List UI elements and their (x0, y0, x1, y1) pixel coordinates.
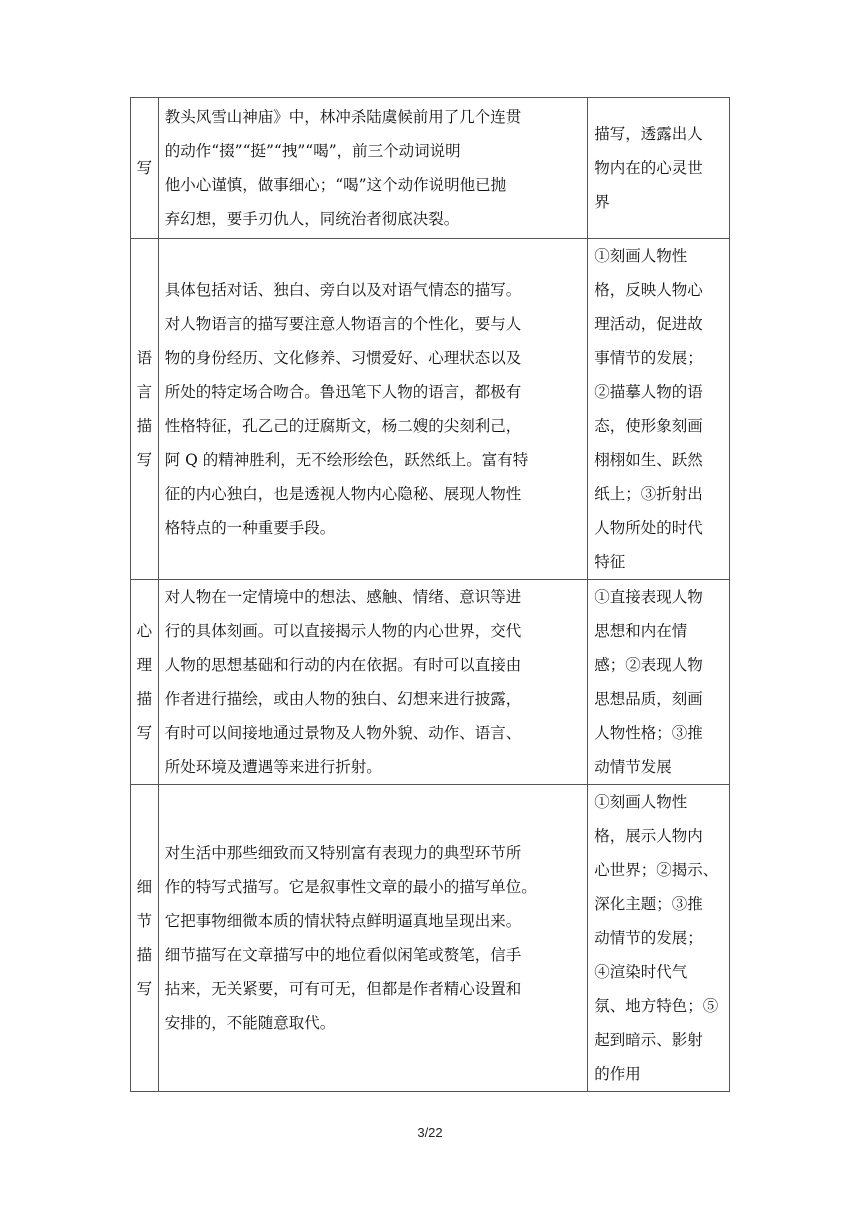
page-number: 3/22 (417, 1125, 443, 1140)
category-char: 写 (136, 980, 153, 998)
effect-line: 事情节的发展； (594, 349, 703, 367)
effect-line: 格，反映人物心 (594, 281, 703, 299)
content-cell (158, 580, 587, 785)
content-line: 拈来，无关紧要，可有可无，但都是作者精心设置和 (164, 980, 522, 998)
content-line: 具体包括对话、独白、旁白以及对语气情态的描写。 (164, 281, 522, 299)
content-line: 对人物语言的描写要注意人物语言的个性化，要与人 (164, 315, 522, 333)
category-cell (131, 98, 159, 239)
effect-line: ①刻画人物性 (594, 247, 688, 265)
content-line: 行的具体刻画。可以直接揭示人物的内心世界，交代 (164, 622, 522, 640)
effect-line: 氛、地方特色；⑤ (594, 997, 719, 1015)
effect-line: 思想和内在情 (594, 622, 688, 640)
category-char: 心 (136, 622, 153, 640)
effect-line: 起到暗示、影射 (594, 1031, 703, 1049)
effect-line: 思想品质，刻画 (594, 690, 703, 708)
content-line: 对生活中那些细致而又特别富有表现力的典型环节所 (164, 844, 522, 862)
content-line: 他小心谨慎，做事细心；“喝”这个动作说明他已抛 (164, 176, 507, 194)
content-line: 作者进行描绘，或由人物的独白、幻想来进行披露， (164, 690, 522, 708)
content-line: 作的特写式描写。它是叙事性文章的最小的描写单位。 (164, 878, 537, 896)
content-line: 安排的，不能随意取代。 (164, 1014, 336, 1032)
effect-line: 界 (594, 193, 610, 211)
effect-cell (588, 785, 730, 1092)
content-line: 对人物在一定情境中的想法、感触、情绪、意识等进 (164, 588, 522, 606)
category-char: 描 (136, 417, 153, 435)
category-char: 语 (136, 349, 153, 367)
content-line: 的动作“掇”“挺”“拽”“喝”，前三个动词说明 (164, 142, 461, 160)
content-line: 所处环境及遭遇等来进行折射。 (164, 758, 382, 776)
category-cell (131, 239, 159, 580)
content-line: 格特点的一种重要手段。 (164, 519, 336, 537)
table-row-detail (131, 785, 730, 1092)
content-line: 物的身份经历、文化修养、习惯爱好、心理状态以及 (164, 349, 522, 367)
effect-line: 物内在的心灵世 (594, 159, 703, 177)
effect-line: 动情节的发展； (594, 929, 703, 947)
content-line: 它把事物细微本质的情状特点鲜明逼真地呈现出来。 (164, 912, 522, 930)
category-char: 写 (136, 724, 153, 742)
content-cell (158, 98, 587, 239)
effect-line: 心世界；②揭示、 (594, 861, 719, 879)
category-char: 细 (136, 878, 153, 896)
category-label (131, 870, 158, 1006)
category-char: 理 (136, 656, 153, 674)
category-cell (131, 785, 159, 1092)
effect-line: ④渲染时代气 (594, 963, 688, 981)
effect-line: 动情节发展 (594, 758, 672, 776)
effect-cell (588, 98, 730, 239)
effect-line: ①刻画人物性 (594, 793, 688, 811)
category-label (131, 341, 158, 477)
content-cell (158, 785, 587, 1092)
content-line: 人物的思想基础和行动的内在依据。有时可以直接由 (164, 656, 522, 674)
effect-line: 的作用 (594, 1065, 641, 1083)
effect-line: 纸上；③折射出 (594, 485, 703, 503)
content-line: 阿 Q 的精神胜利，无不绘形绘色，跃然纸上。富有特 (164, 451, 529, 469)
effect-line: 栩栩如生、跃然 (594, 451, 703, 469)
effect-line: 态，使形象刻画 (594, 417, 703, 435)
content-line: 教头风雪山神庙》中，林冲杀陆虞候前用了几个连贯 (164, 108, 522, 126)
table-row-psychology (131, 580, 730, 785)
content-line: 弃幻想，要手刃仇人，同统治者彻底决裂。 (164, 210, 460, 228)
content-cell (158, 239, 587, 580)
effect-line: ②描摹人物的语 (594, 383, 703, 401)
content-line: 征的内心独白，也是透视人物内心隐秘、展现人物性 (164, 485, 522, 503)
effect-line: 人物所处的时代 (594, 519, 703, 537)
category-char: 描 (136, 946, 153, 964)
category-char: 写 (136, 159, 153, 177)
content-line: 有时可以间接地通过景物及人物外貌、动作、语言、 (164, 724, 522, 742)
content-line: 所处的特定场合吻合。鲁迅笔下人物的语言，都极有 (164, 383, 522, 401)
content-line: 细节描写在文章描写中的地位看似闲笔或赘笔，信手 (164, 946, 522, 964)
category-char: 节 (136, 912, 153, 930)
category-char: 描 (136, 690, 153, 708)
category-cell (131, 580, 159, 785)
content-line: 性格特征，孔乙己的迂腐斯文，杨二嫂的尖刻利己， (164, 417, 522, 435)
effect-line: ①直接表现人物 (594, 588, 703, 606)
effect-cell (588, 239, 730, 580)
effect-line: 理活动，促进故 (594, 315, 703, 333)
description-table (130, 97, 730, 1092)
category-char: 言 (136, 383, 153, 401)
effect-cell (588, 580, 730, 785)
effect-line: 描写，透露出人 (594, 125, 703, 143)
effect-line: 特征 (594, 553, 626, 571)
table-row-language (131, 239, 730, 580)
effect-line: 感；②表现人物 (594, 656, 703, 674)
effect-line: 格，展示人物内 (594, 827, 703, 845)
effect-line: 人物性格；③推 (594, 724, 703, 742)
category-char: 写 (136, 451, 153, 469)
category-label (131, 614, 158, 750)
effect-line: 深化主题；③推 (594, 895, 703, 913)
table-row-action-continued (131, 98, 730, 239)
